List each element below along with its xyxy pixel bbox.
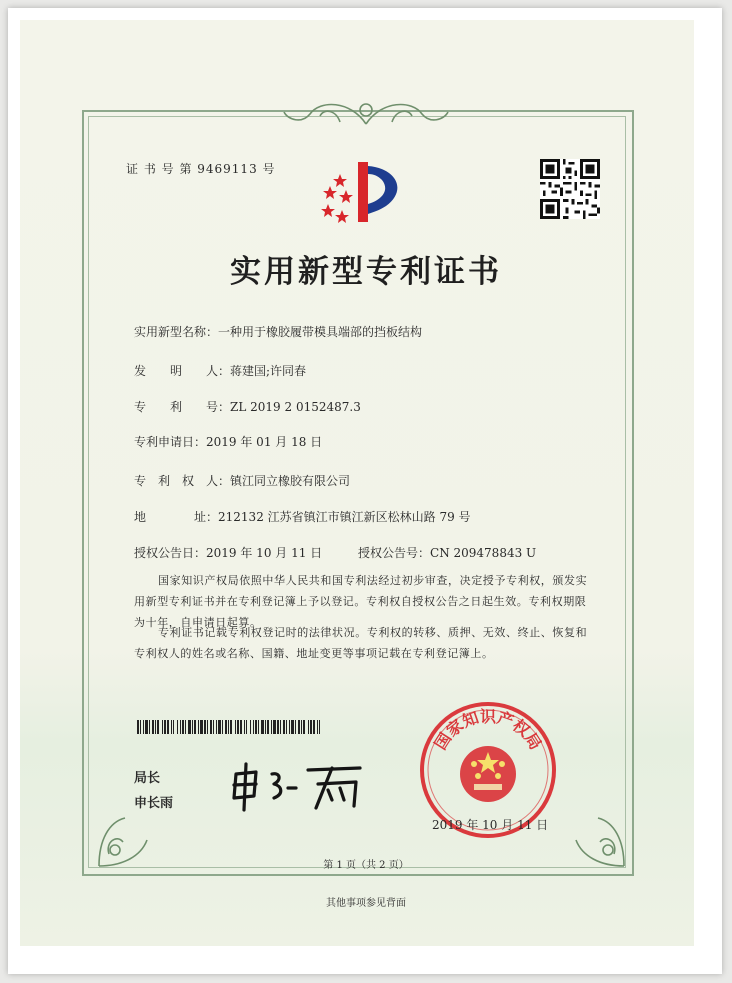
grant-number-row [358, 544, 536, 561]
patent-number-label: 专 利 号： [134, 400, 231, 414]
address-label: 地 址： [134, 510, 219, 524]
patent-number-value: ZL 2019 2 0152487.3 [230, 400, 361, 414]
barcode-icon [137, 720, 323, 734]
back-page-note: 其他事项参见背面 [326, 898, 406, 909]
patentee-row [134, 472, 350, 489]
patentee-value: 镇江同立橡胶有限公司 [230, 474, 351, 488]
grant-number-label: 授权公告号： [358, 546, 431, 560]
utility-model-name-label: 实用新型名称： [134, 325, 219, 339]
qr-code-icon [540, 159, 600, 219]
utility-model-name-value: 一种用于橡胶履带模具端部的挡板结构 [218, 325, 423, 339]
paragraph-legal-status: 专利证书记载专利权登记时的法律状况。专利权的转移、质押、无效、终止、恢复和专利权人的姓名或名称、国籍、地址变更等事项记载在专利登记簿上。 [134, 626, 588, 660]
filing-date-value: 2019 年 01 月 18 日 [206, 435, 323, 449]
address-row [134, 508, 471, 525]
paragraph-grant-statement: 国家知识产权局依照中华人民共和国专利法经过初步审查，决定授予专利权，颁发实用新型专利证书并在专利登记簿上予以登记。专利权自授权公告之日起生效。专利权期限为十年，自申请日起算。 [134, 574, 588, 629]
filing-date-label: 专利申请日： [134, 435, 207, 449]
grant-date-value: 2019 年 10 月 11 日 [206, 546, 323, 560]
grant-number-value: CN 209478843 U [430, 546, 537, 560]
grant-date-row [134, 544, 322, 561]
page-number: 第 1 页（共 2 页） [323, 860, 409, 871]
inventor-label: 发 明 人： [134, 364, 231, 378]
director-name: 申长雨 [134, 796, 174, 811]
patentee-label: 专 利 权 人： [134, 474, 231, 488]
seal-date: 2019 年 10 月 11 日 [432, 818, 549, 832]
patent-office-logo-icon [316, 156, 412, 228]
inventor-row [134, 362, 306, 379]
certificate-number: 证 书 号 第 9469113 号 [126, 162, 276, 176]
utility-model-name-row [134, 323, 422, 340]
grant-date-label: 授权公告日： [134, 546, 207, 560]
inventor-value: 蒋建国;许同春 [230, 364, 307, 378]
certificate-title: 实用新型专利证书 [230, 254, 502, 290]
top-ornament-icon [280, 96, 452, 130]
seal-text: 国家知识产权局 [430, 707, 546, 754]
address-value: 212132 江苏省镇江市镇江新区松林山路 79 号 [218, 510, 471, 524]
director-signature-icon [228, 760, 368, 812]
filing-date-row [134, 433, 322, 450]
director-title: 局长 [134, 771, 161, 786]
patent-number-row [134, 398, 361, 415]
